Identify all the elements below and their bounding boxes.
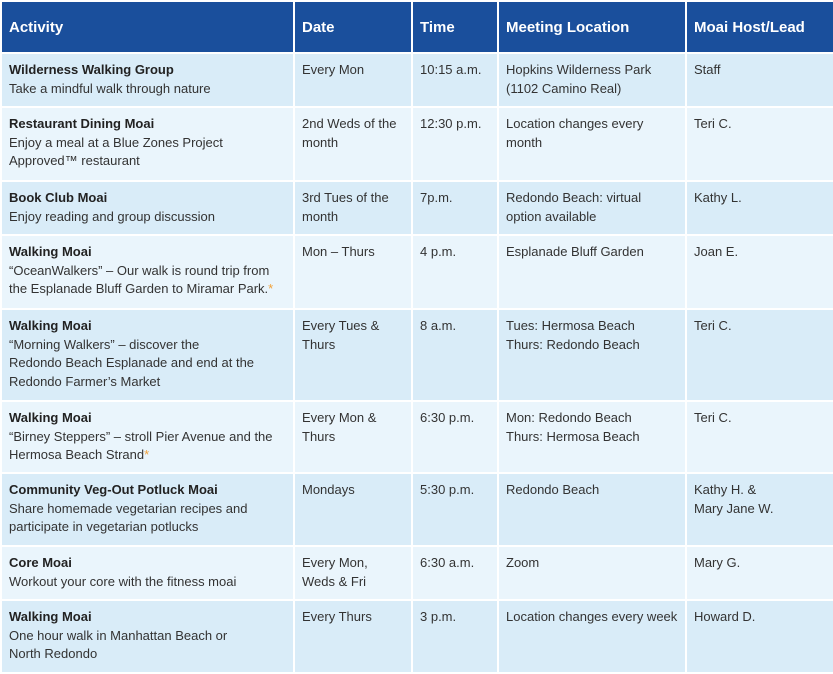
location-cell: Zoom	[499, 547, 685, 599]
activity-description	[9, 262, 286, 299]
time-cell: 12:30 p.m.	[413, 108, 497, 180]
host-cell: Teri C.	[687, 310, 833, 400]
table-row	[2, 310, 833, 400]
table-row	[2, 402, 833, 472]
activity-title: Walking Moai	[9, 318, 92, 333]
time-cell: 4 p.m.	[413, 236, 497, 308]
activity-title: Walking Moai	[9, 410, 92, 425]
date-cell: Every Thurs	[295, 601, 411, 672]
host-cell: Teri C.	[687, 108, 833, 180]
activity-description-text: Workout your core with the fitness moai	[9, 573, 237, 589]
host-cell: Kathy L.	[687, 182, 833, 234]
date-cell: Every Mon, Weds & Fri	[295, 547, 411, 599]
time-cell: 7p.m.	[413, 182, 497, 234]
time-header: Time	[413, 2, 497, 52]
location-cell: Redondo Beach: virtual option available	[499, 182, 685, 234]
activity-cell	[2, 182, 293, 234]
time-cell: 5:30 p.m.	[413, 474, 497, 545]
time-cell: 8 a.m.	[413, 310, 497, 400]
activity-cell	[2, 108, 293, 180]
activity-header: Activity	[2, 2, 293, 52]
location-cell: Location changes every week	[499, 601, 685, 672]
activity-title: Core Moai	[9, 555, 72, 570]
host-header: Moai Host/Lead	[687, 2, 833, 52]
activity-title: Book Club Moai	[9, 190, 108, 205]
host-cell: Joan E.	[687, 236, 833, 308]
table-row	[2, 474, 833, 545]
activity-title: Community Veg-Out Potluck Moai	[9, 482, 218, 497]
activity-description	[9, 627, 286, 664]
table-row	[2, 108, 833, 180]
host-cell: Mary G.	[687, 547, 833, 599]
activity-title: Walking Moai	[9, 244, 92, 259]
activity-description-text: “Morning Walkers” – discover the Redondo Beach Esplanade and end at the Redondo Farmer’s Market	[9, 336, 255, 389]
activity-cell	[2, 547, 293, 599]
time-cell: 10:15 a.m.	[413, 54, 497, 106]
host-cell: Howard D.	[687, 601, 833, 672]
activity-description	[9, 500, 286, 537]
date-cell: Mondays	[295, 474, 411, 545]
activity-description	[9, 208, 286, 227]
location-cell: Redondo Beach	[499, 474, 685, 545]
time-cell: 6:30 a.m.	[413, 547, 497, 599]
activity-description	[9, 428, 286, 465]
activity-description-text: Take a mindful walk through nature	[9, 80, 211, 96]
activity-description-text: Enjoy reading and group discussion	[9, 208, 215, 224]
footnote-star: *	[144, 447, 150, 462]
activity-cell	[2, 474, 293, 545]
time-cell: 6:30 p.m.	[413, 402, 497, 472]
time-cell: 3 p.m.	[413, 601, 497, 672]
table-row	[2, 547, 833, 599]
location-cell: Esplanade Bluff Garden	[499, 236, 685, 308]
header-row	[2, 2, 833, 52]
date-cell: Every Mon	[295, 54, 411, 106]
location-cell: Hopkins Wilderness Park (1102 Camino Real)	[499, 54, 685, 106]
date-cell: Every Tues & Thurs	[295, 310, 411, 400]
activity-description	[9, 336, 286, 392]
activity-description-text: Share homemade vegetarian recipes and participate in vegetarian potlucks	[9, 500, 248, 534]
date-header: Date	[295, 2, 411, 52]
activity-cell	[2, 310, 293, 400]
activity-cell	[2, 236, 293, 308]
activity-description-text: “OceanWalkers” – Our walk is round trip from the Esplanade Bluff Garden to Miramar Park.	[9, 262, 270, 296]
host-cell: Kathy H. & Mary Jane W.	[687, 474, 833, 545]
activity-cell	[2, 402, 293, 472]
activity-description	[9, 80, 286, 99]
table-row	[2, 236, 833, 308]
location-cell: Mon: Redondo Beach Thurs: Hermosa Beach	[499, 402, 685, 472]
location-cell: Location changes every month	[499, 108, 685, 180]
location-cell: Tues: Hermosa Beach Thurs: Redondo Beach	[499, 310, 685, 400]
activity-description-text: “Birney Steppers” – stroll Pier Avenue and the Hermosa Beach Strand	[9, 428, 273, 462]
date-cell: Every Mon & Thurs	[295, 402, 411, 472]
activity-cell	[2, 601, 293, 672]
location-header: Meeting Location	[499, 2, 685, 52]
activity-title: Restaurant Dining Moai	[9, 116, 155, 131]
date-cell: 3rd Tues of the month	[295, 182, 411, 234]
activity-cell	[2, 54, 293, 106]
activity-description	[9, 134, 286, 171]
footnote-star: *	[268, 281, 274, 296]
activity-description-text: Enjoy a meal at a Blue Zones Project Approved™ restaurant	[9, 134, 223, 168]
host-cell: Staff	[687, 54, 833, 106]
activity-description-text: One hour walk in Manhattan Beach or North Redondo	[9, 627, 228, 661]
activity-description	[9, 573, 286, 592]
table-row	[2, 182, 833, 234]
date-cell: Mon – Thurs	[295, 236, 411, 308]
host-cell: Teri C.	[687, 402, 833, 472]
activity-title: Walking Moai	[9, 609, 92, 624]
table-row	[2, 54, 833, 106]
date-cell: 2nd Weds of the month	[295, 108, 411, 180]
table-row	[2, 601, 833, 672]
activity-title: Wilderness Walking Group	[9, 62, 174, 77]
